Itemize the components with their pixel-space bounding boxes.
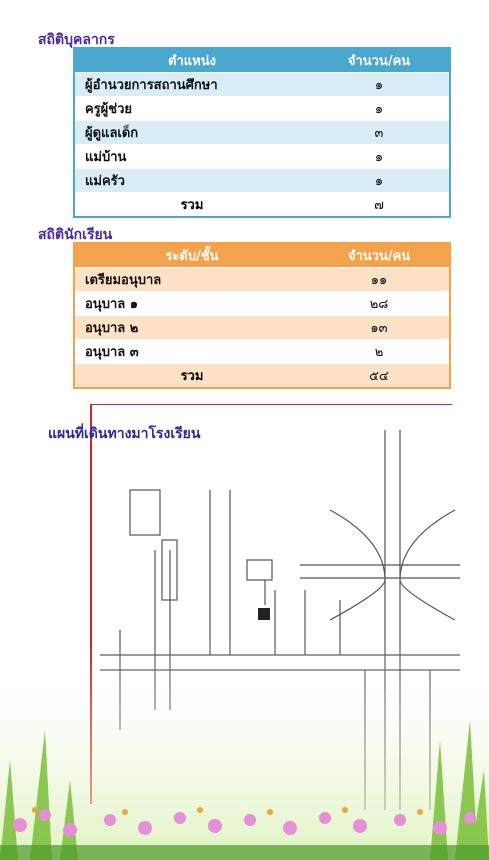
column-header-level: ระดับ/ชั้น (74, 243, 309, 268)
table-total-row (74, 193, 450, 218)
student-section-title: สถิตินักเรียน (38, 227, 113, 243)
table-row (74, 145, 450, 169)
map-title: แผนที่เดินทางมาโรงเรียน (48, 426, 201, 442)
map-landmark-box (247, 560, 272, 580)
map-road (400, 510, 455, 580)
map-road (330, 580, 385, 620)
staff-section-title: สถิติบุคลากร (38, 32, 115, 48)
row-label: ครูผู้ช่วย (74, 97, 309, 121)
school-marker (258, 608, 270, 620)
map-road (330, 510, 385, 580)
map-landmark-box (130, 490, 160, 535)
row-label: ผู้ดูแลเด็ก (74, 121, 309, 145)
total-label: รวม (74, 193, 309, 218)
table-header-row (74, 243, 450, 268)
row-label: ผู้อำนวยการสถานศึกษา (74, 73, 309, 97)
row-value: ๑ (309, 73, 450, 97)
table-row (74, 121, 450, 145)
column-header-position: ตำแหน่ง (74, 48, 309, 73)
row-value: ๑๓ (309, 316, 450, 340)
row-value: ๑ (309, 97, 450, 121)
total-label: รวม (74, 364, 309, 389)
row-value: ๑๑ (309, 268, 450, 292)
row-label: อนุบาล ๒ (74, 316, 309, 340)
row-label: อนุบาล ๓ (74, 340, 309, 364)
row-value: ๑ (309, 145, 450, 169)
row-label: เตรียมอนุบาล (74, 268, 309, 292)
row-label: อนุบาล ๑ (74, 292, 309, 316)
flower-border-decoration (0, 640, 489, 860)
column-header-count: จำนวน/คน (309, 243, 450, 268)
table-total-row (74, 364, 450, 389)
column-header-count: จำนวน/คน (309, 48, 450, 73)
map-frame-top-line (90, 404, 452, 405)
table-row (74, 73, 450, 97)
table-row (74, 292, 450, 316)
table-row (74, 316, 450, 340)
table-header-row (74, 48, 450, 73)
staff-table (73, 47, 451, 218)
total-value: ๗ (309, 193, 450, 218)
student-table (73, 242, 451, 389)
map-road (400, 580, 455, 620)
table-row (74, 97, 450, 121)
table-row (74, 169, 450, 193)
row-value: ๒๘ (309, 292, 450, 316)
table-row (74, 340, 450, 364)
row-value: ๓ (309, 121, 450, 145)
row-label: แม่บ้าน (74, 145, 309, 169)
row-value: ๒ (309, 340, 450, 364)
row-value: ๑ (309, 169, 450, 193)
total-value: ๕๔ (309, 364, 450, 389)
row-label: แม่ครัว (74, 169, 309, 193)
table-row (74, 268, 450, 292)
